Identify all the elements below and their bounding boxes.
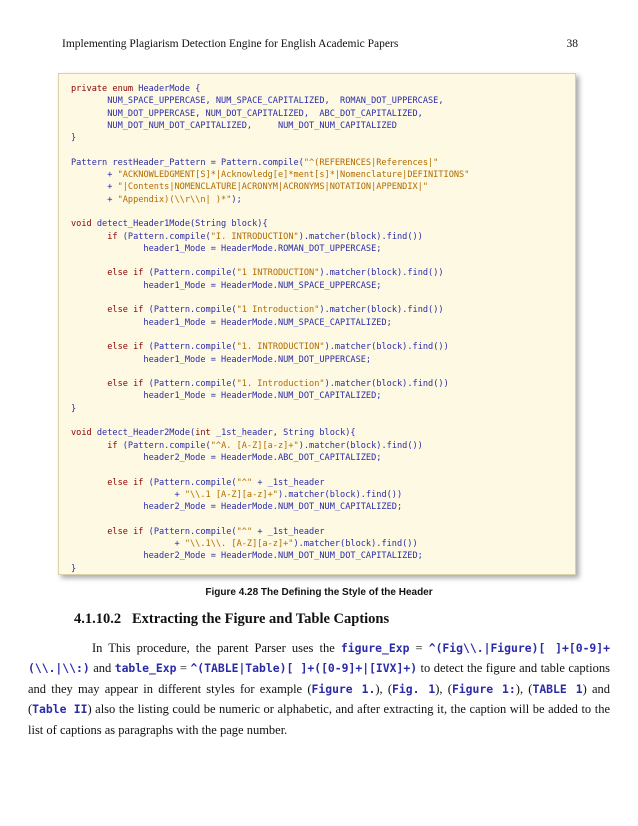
code-line: + "Appendix)(\\r\\n| )*"); [71,194,242,205]
code-example: Table II [32,702,88,717]
code-figure-exp-name: figure_Exp [340,641,410,655]
code-line: + "|Contents|NOMENCLATURE|ACRONYM|ACRONYMS|NOTATION|APPENDIX|" [71,182,429,193]
code-line: NUM_DOT_UPPERCASE, NUM_DOT_CAPITALIZED, ABC_DOT_CAPITALIZED, [71,108,423,119]
code-line: if (Pattern.compile("^A. [A-Z][a-z]+").matcher(block).find()) [107,440,423,451]
code-line [71,255,469,267]
code-line [71,513,469,525]
figure-caption: Figure 4.28 The Defining the Style of the Header [205,587,433,598]
para-text: ), ( [435,681,452,696]
code-line: else if (Pattern.compile("^" + _1st_header [107,477,325,488]
code-line [71,366,469,378]
running-header-title: Implementing Plagiarism Detection Engine for English Academic Papers [62,38,399,50]
code-example: Fig. 1 [392,681,436,696]
code-line: else if (Pattern.compile("^" + _1st_header [107,526,325,537]
code-line: } [71,403,77,414]
code-table-exp-name: table_Exp [114,661,177,676]
para-text: = [176,661,191,676]
running-header [62,38,578,50]
code-line: header1_Mode = HeaderMode.NUM_SPACE_CAPITALIZED; [71,317,392,328]
code-line: private enum HeaderMode { [71,84,201,94]
code-line: NUM_SPACE_UPPERCASE, NUM_SPACE_CAPITALIZED, ROMAN_DOT_UPPERCASE, [71,96,444,107]
code-example: Figure 1: [451,681,516,696]
section-title: Extracting the Figure and Table Captions [132,611,390,627]
code-listing [71,83,469,575]
code-line [71,292,469,304]
code-line: else if (Pattern.compile("1 INTRODUCTION").matcher(block).find()) [107,268,444,279]
code-line: void detect_Header1Mode(String block){ [71,219,268,230]
code-line: header1_Mode = HeaderMode.ROMAN_DOT_UPPERCASE; [71,243,382,254]
code-figure-exp-value: ^(Fig\\.|Figure)[ ]+[0-9]+(\\.|\\:) [28,641,610,676]
para-text: and [89,661,115,676]
code-line: header1_Mode = HeaderMode.NUM_DOT_UPPERCASE; [71,354,372,365]
para-text: to detect the figure and table captions and they may appear in different styles for example ( [28,661,610,696]
code-example: Figure 1. [311,681,376,696]
code-line: else if (Pattern.compile("1. Introduction").matcher(block).find()) [107,379,449,390]
code-line: + "ACKNOWLEDGMENT[S]*|Acknowledg[e]*ment[s]*|Nomenclature|DEFINITIONS" [71,170,470,181]
code-line: } [71,563,77,574]
code-line: else if (Pattern.compile("1 Introduction").matcher(block).find()) [107,305,444,316]
section-heading [74,611,389,628]
code-listing-box [58,73,576,575]
para-text: ) and ( [28,681,611,717]
code-line: Pattern restHeader_Pattern = Pattern.compile("^(REFERENCES|References|" [71,157,439,168]
code-line: header2_Mode = HeaderMode.ABC_DOT_CAPITALIZED; [71,452,382,463]
para-text: In This procedure, the parent Parser uses the [92,641,341,655]
code-line: NUM_DOT_NUM_DOT_CAPITALIZED, NUM_DOT_NUM_CAPITALIZED [71,120,397,131]
code-line [71,329,469,341]
code-line: header1_Mode = HeaderMode.NUM_SPACE_UPPERCASE; [71,280,382,291]
para-text: ), ( [375,681,393,696]
code-line: header2_Mode = HeaderMode.NUM_DOT_NUM_DOT_CAPITALIZED; [71,551,423,562]
body-paragraph [28,638,610,740]
para-text: ) also the listing could be numeric or alphabetic, and after extracting it, the caption will be added to the list of captions as paragraphs with the page number. [28,702,610,737]
code-line [71,206,469,218]
code-line: if (Pattern.compile("I. INTRODUCTION").matcher(block).find()) [107,231,423,242]
code-example: TABLE 1 [532,681,583,696]
code-line: + "\\.1\\. [A-Z][a-z]+").matcher(block).find()) [71,538,418,549]
section-number: 4.1.10.2 [74,611,122,627]
code-table-exp-value: ^(TABLE|Table)[ ]+([0-9]+|[IVX]+) [190,661,418,676]
code-line: } [71,133,77,144]
code-line: header1_Mode = HeaderMode.NUM_DOT_CAPITALIZED; [71,391,382,402]
code-line [71,144,469,156]
para-text: ), ( [515,681,533,696]
code-line: void detect_Header2Mode(int _1st_header, String block){ [71,428,356,439]
code-line: else if (Pattern.compile("1. INTRODUCTION").matcher(block).find()) [107,342,449,353]
page-number: 38 [566,38,578,50]
code-line [71,464,469,476]
code-line [71,415,469,427]
para-text: = [409,641,429,655]
code-line: + "\\.1 [A-Z][a-z]+").matcher(block).find()) [71,489,403,500]
code-line: header2_Mode = HeaderMode.NUM_DOT_NUM_CAPITALIZED; [71,502,403,513]
